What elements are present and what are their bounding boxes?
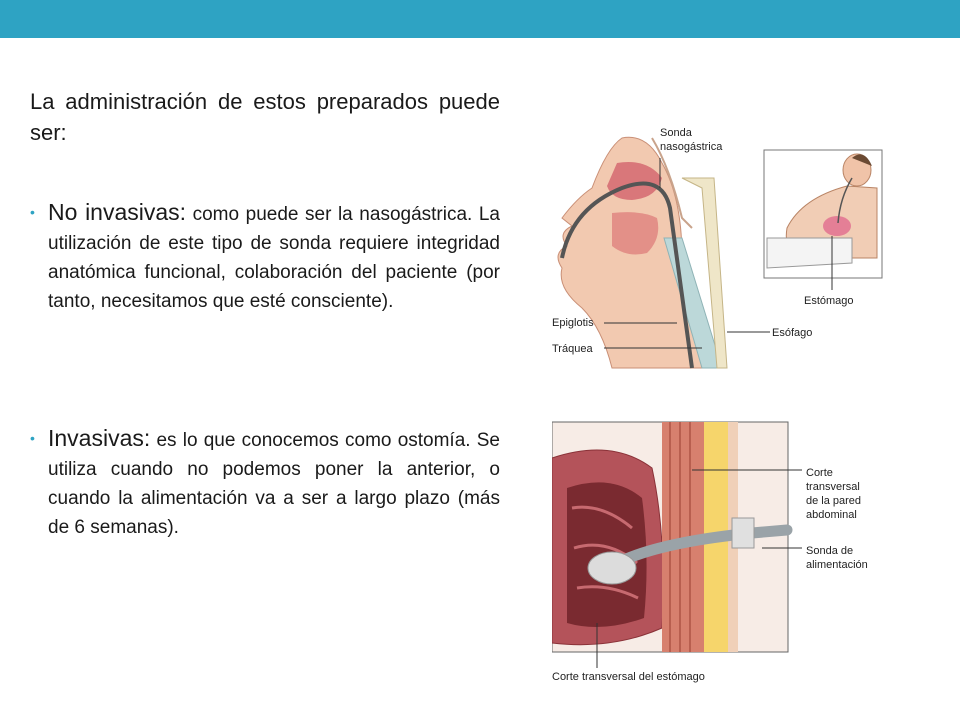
bullet-invasivas xyxy=(30,424,500,542)
bullet-no-invasivas xyxy=(30,198,500,316)
label-sonda-line1: Sonda xyxy=(660,127,692,139)
nasogastric-tube-illustration xyxy=(552,118,892,370)
bullet-term: No invasivas: xyxy=(48,199,187,225)
bullet-term: Invasivas: xyxy=(48,425,151,451)
label-traquea: Tráquea xyxy=(552,343,593,355)
bullet-icon: • xyxy=(30,430,35,446)
top-bar xyxy=(0,0,960,38)
bullet-icon: • xyxy=(30,204,35,220)
label-estomago: Estómago xyxy=(804,295,854,307)
label-corte-pared-4: abdominal xyxy=(806,509,857,521)
gastrostomy-illustration xyxy=(552,418,902,688)
label-corte-pared-2: transversal xyxy=(806,481,860,493)
label-epiglotis: Epiglotis xyxy=(552,317,594,329)
bullet-text: es lo que conocemos como ostomía. Se utiliza cuando no podemos poner la anterior, o cuando la alimentación va a ser a largo plazo (más de 6 semanas). xyxy=(48,430,500,538)
intro-text: La administración de estos preparados puede ser: xyxy=(30,89,500,145)
label-esofago: Esófago xyxy=(772,327,813,339)
label-corte-pared-3: de la pared xyxy=(806,495,862,507)
bullet-text: como puede ser la nasogástrica. La utilización de este tipo de sonda requiere integridad anatómica funcional, colaboración del paciente (por tanto, necesitamos que esté consciente). xyxy=(48,204,501,312)
label-sonda-line2: nasogástrica xyxy=(660,141,723,153)
label-sonda-2: alimentación xyxy=(806,559,868,571)
label-corte-estomago: Corte transversal del estómago xyxy=(552,671,705,683)
label-corte-pared-1: Corte xyxy=(806,467,833,479)
label-sonda-1: Sonda de xyxy=(806,545,854,557)
